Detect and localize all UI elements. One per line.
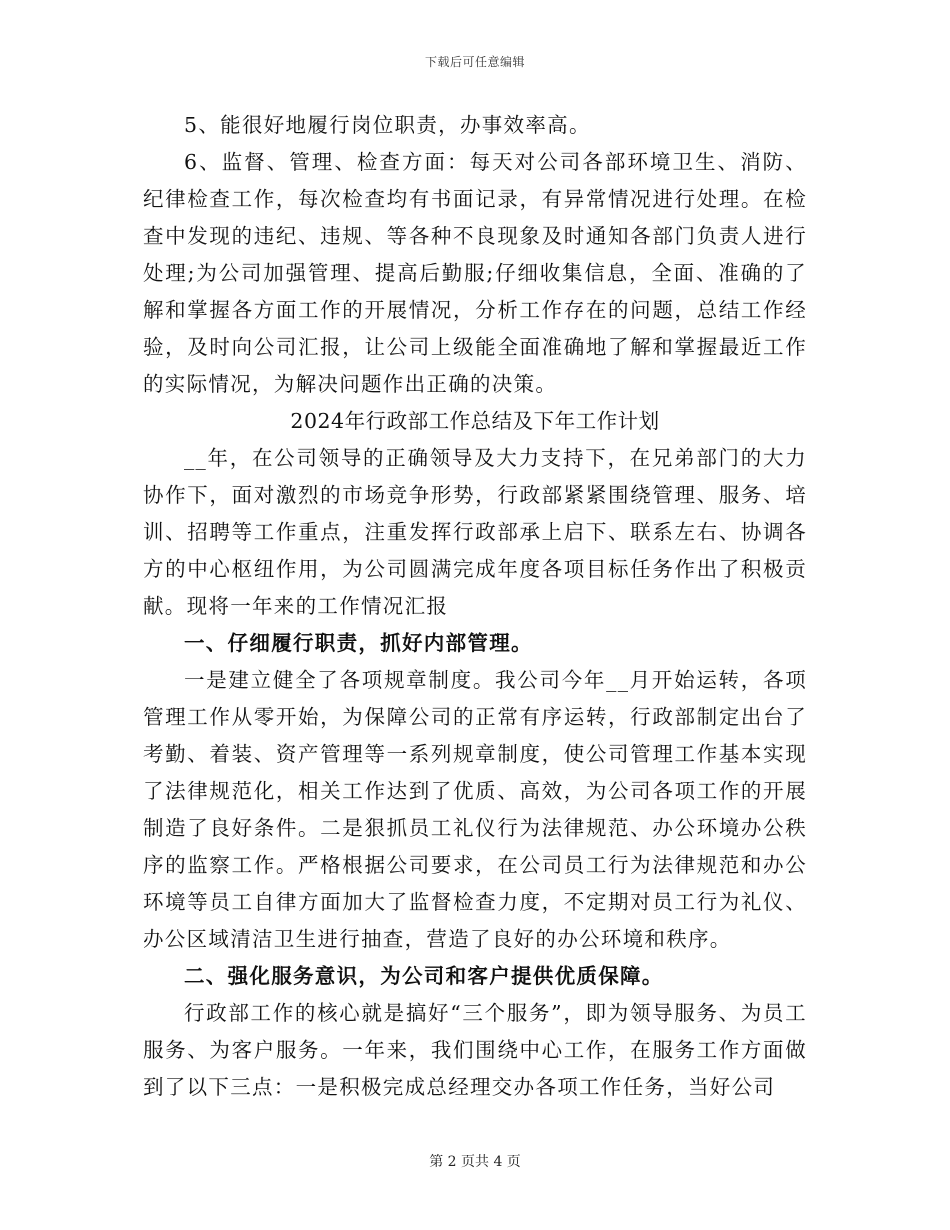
intro-paragraph: __年，在公司领导的正确领导及大力支持下，在兄弟部门的大力协作下，面对激烈的市场竞争形势，行政部紧紧围绕管理、服务、培训、招聘等工作重点，注重发挥行政部承上启下、联系左右、协调各方的中心枢纽作用，为公司圆满完成年度各项目标任务作出了积极贡献。现将一年来的工作情况汇报 — [143, 446, 807, 618]
document-body — [143, 107, 807, 1106]
section-1-paragraph: 一是建立健全了各项规章制度。我公司今年__月开始运转，各项管理工作从零开始，为保障公司的正常有序运转，行政部制定出台了考勤、着装、资产管理等一系列规章制度，使公司管理工作基本实现了法律规范化，相关工作达到了优质、高效，为公司各项工作的开展制造了良好条件。二是狠抓员工礼仪行为法律规范、办公环境办公秩序的监察工作。严格根据公司要求，在公司员工行为法律规范和办公环境等员工自律方面加大了监督检查力度，不定期对员工行为礼仪、办公区域清洁卫生进行抽查，营造了良好的办公环境和秩序。 — [143, 668, 807, 951]
document-title: 2024年行政部工作总结及下年工作计划 — [290, 409, 660, 433]
section-heading-1: 一、仔细履行职责，抓好内部管理。 — [184, 631, 533, 655]
page-number: 第 2 页共 4 页 — [429, 1154, 521, 1170]
section-heading-2: 二、强化服务意识，为公司和客户提供优质保障。 — [184, 964, 664, 988]
paragraph-item-6: 6、监督、管理、检查方面：每天对公司各部环境卫生、消防、纪律检查工作，每次检查均有书面记录，有异常情况进行处理。在检查中发现的违纪、违规、等各种不良现象及时通知各部门负责人进行处理;为公司加强管理、提高后勤服;仔细收集信息，全面、准确的了解和掌握各方面工作的开展情况，分析工作存在的问题，总结工作经验，及时向公司汇报，让公司上级能全面准确地了解和掌握最近工作的实际情况，为解决问题作出正确的决策。 — [143, 150, 807, 396]
section-2-paragraph: 行政部工作的核心就是搞好“三个服务”，即为领导服务、为员工服务、为客户服务。一年来，我们围绕中心工作，在服务工作方面做到了以下三点：一是积极完成总经理交办各项工作任务，当好公司 — [143, 1001, 807, 1099]
paragraph-item-5: 5、能很好地履行岗位职责，办事效率高。 — [184, 113, 591, 137]
page-header-note: 下载后可任意编辑 — [424, 55, 525, 69]
